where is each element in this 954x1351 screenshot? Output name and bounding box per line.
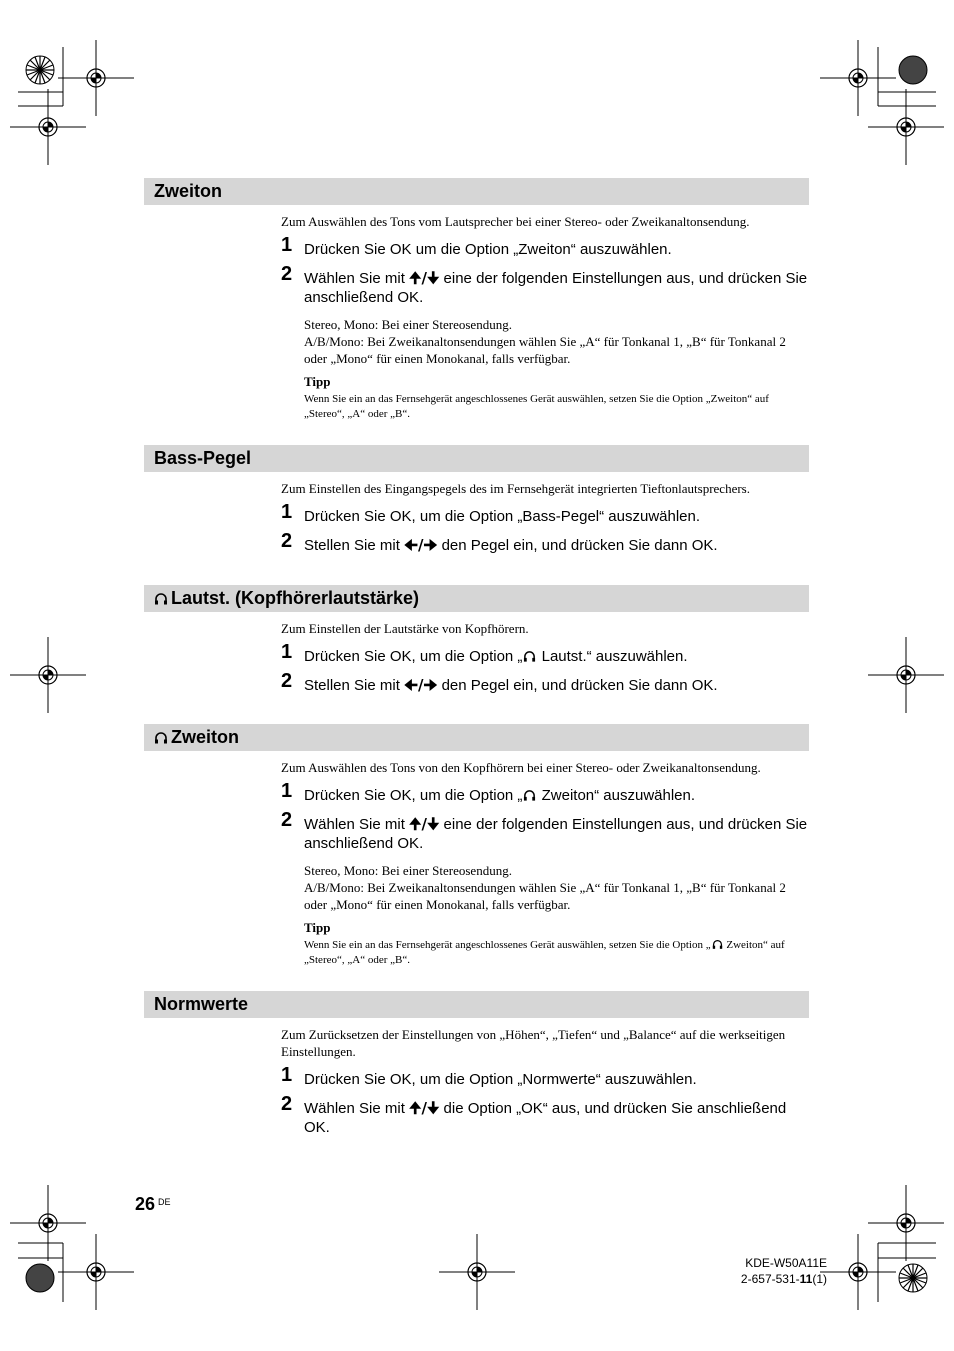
step-note: Stereo, Mono: Bei einer Stereosendung. A/B/Mono: Bei Zweikanaltonsendungen wählen Sie „A“ für Tonkanal 1, „B“ für Tonkanal 2 oder „Mono“ für einen Monokanal, falls verfügbar. bbox=[304, 317, 786, 366]
step-note: Stereo, Mono: Bei einer Stereosendung. A/B/Mono: Bei Zweikanaltonsendungen wählen Sie „A“ für Tonkanal 1, „B“ für Tonkanal 2 oder „Mono“ für einen Monokanal, falls verfügbar. bbox=[304, 863, 786, 912]
tip-title: Tipp bbox=[304, 374, 331, 389]
step-1: 1 Drücken Sie OK, um die Option „ Lautst.“ auszuwählen. bbox=[281, 641, 688, 665]
up-down-arrow-icon: 🠉/🠋 bbox=[409, 815, 440, 833]
section-zweiton bbox=[144, 178, 809, 422]
tip-title: Tipp bbox=[304, 920, 331, 935]
step-2: 2 Wählen Sie mit 🠉/🠋 die Option „OK“ aus, und drücken Sie anschließend OK. bbox=[281, 1093, 787, 1136]
step-1: 1 Drücken Sie OK, um die Option „Normwerte“ auszuwählen. bbox=[281, 1064, 697, 1088]
section-heading: Normwerte bbox=[144, 991, 809, 1018]
section-heading: Lautst. (Kopfhörerlautstärke) bbox=[144, 585, 809, 612]
section-kopfhoerer-zweiton bbox=[144, 724, 809, 968]
headphone-icon bbox=[523, 650, 536, 663]
headphone-icon bbox=[154, 592, 168, 606]
page-number: 26 $^{DE}$ bbox=[135, 1194, 171, 1214]
step-1: 1 Drücken Sie OK, um die Option „ Zweiton“ auszuwählen. bbox=[281, 780, 696, 804]
tip-text: Wenn Sie ein an das Fernsehgerät angeschlossenes Gerät auswählen, setzen Sie die Option „Zweiton“ auf „Stereo“, „A“ oder „B“. bbox=[304, 393, 769, 420]
step-1: 1 Drücken Sie OK um die Option „Zweiton“ auszuwählen. bbox=[281, 234, 672, 258]
document-code: 2-657-531-11(1) bbox=[740, 1272, 827, 1286]
section-kopfhoerer-lautstaerke bbox=[144, 585, 809, 695]
up-down-arrow-icon: 🠉/🠋 bbox=[409, 1099, 440, 1117]
section-normwerte bbox=[144, 991, 809, 1137]
left-right-arrow-icon: 🠈/🠊 bbox=[404, 536, 438, 554]
step-2: 2 Wählen Sie mit 🠉/🠋 eine der folgenden Einstellungen aus, und drücken Sie anschließend OK. bbox=[281, 809, 808, 852]
step-2: 2 Wählen Sie mit 🠉/🠋 eine der folgenden Einstellungen aus, und drücken Sie anschließend OK. bbox=[281, 263, 808, 306]
left-right-arrow-icon: 🠈/🠊 bbox=[404, 676, 438, 694]
language-code: DE bbox=[158, 1197, 171, 1207]
step-1: 1 Drücken Sie OK, um die Option „Bass-Pegel“ auszuwählen. bbox=[281, 501, 701, 525]
section-intro: Zum Einstellen des Eingangspegels des im Fernsehgerät integrierten Tieftonlautsprechers. bbox=[281, 481, 750, 496]
headphone-icon bbox=[154, 731, 168, 745]
headphone-icon bbox=[712, 939, 723, 950]
step-2: 2 Stellen Sie mit 🠈/🠊 den Pegel ein, und drücken Sie dann OK. bbox=[281, 530, 718, 554]
tip-text: Wenn Sie ein an das Fernsehgerät angeschlossenes Gerät auswählen, setzen Sie die Option „ Zweiton“ auf „Stereo“, „A“ oder „B“. bbox=[304, 939, 785, 966]
section-bass-pegel bbox=[144, 445, 809, 555]
section-heading: Zweiton bbox=[144, 724, 809, 751]
section-heading: Zweiton bbox=[144, 178, 809, 205]
footer-model-info bbox=[741, 1255, 827, 1287]
headphone-icon bbox=[523, 789, 536, 802]
section-intro: Zum Auswählen des Tons vom Lautsprecher bei einer Stereo- oder Zweikanaltonsendung. bbox=[281, 214, 750, 229]
model-number: KDE-W50A11E bbox=[745, 1256, 827, 1270]
section-heading: Bass-Pegel bbox=[144, 445, 809, 472]
section-intro: Zum Auswählen des Tons von den Kopfhörern bei einer Stereo- oder Zweikanaltonsendung. bbox=[281, 760, 761, 775]
section-intro: Zum Zurücksetzen der Einstellungen von „Höhen“, „Tiefen“ und „Balance“ auf die werkseitigen Einstellungen. bbox=[281, 1027, 786, 1059]
up-down-arrow-icon: 🠉/🠋 bbox=[409, 269, 440, 287]
section-intro: Zum Einstellen der Lautstärke von Kopfhörern. bbox=[281, 621, 529, 636]
step-2: 2 Stellen Sie mit 🠈/🠊 den Pegel ein, und drücken Sie dann OK. bbox=[281, 670, 718, 694]
